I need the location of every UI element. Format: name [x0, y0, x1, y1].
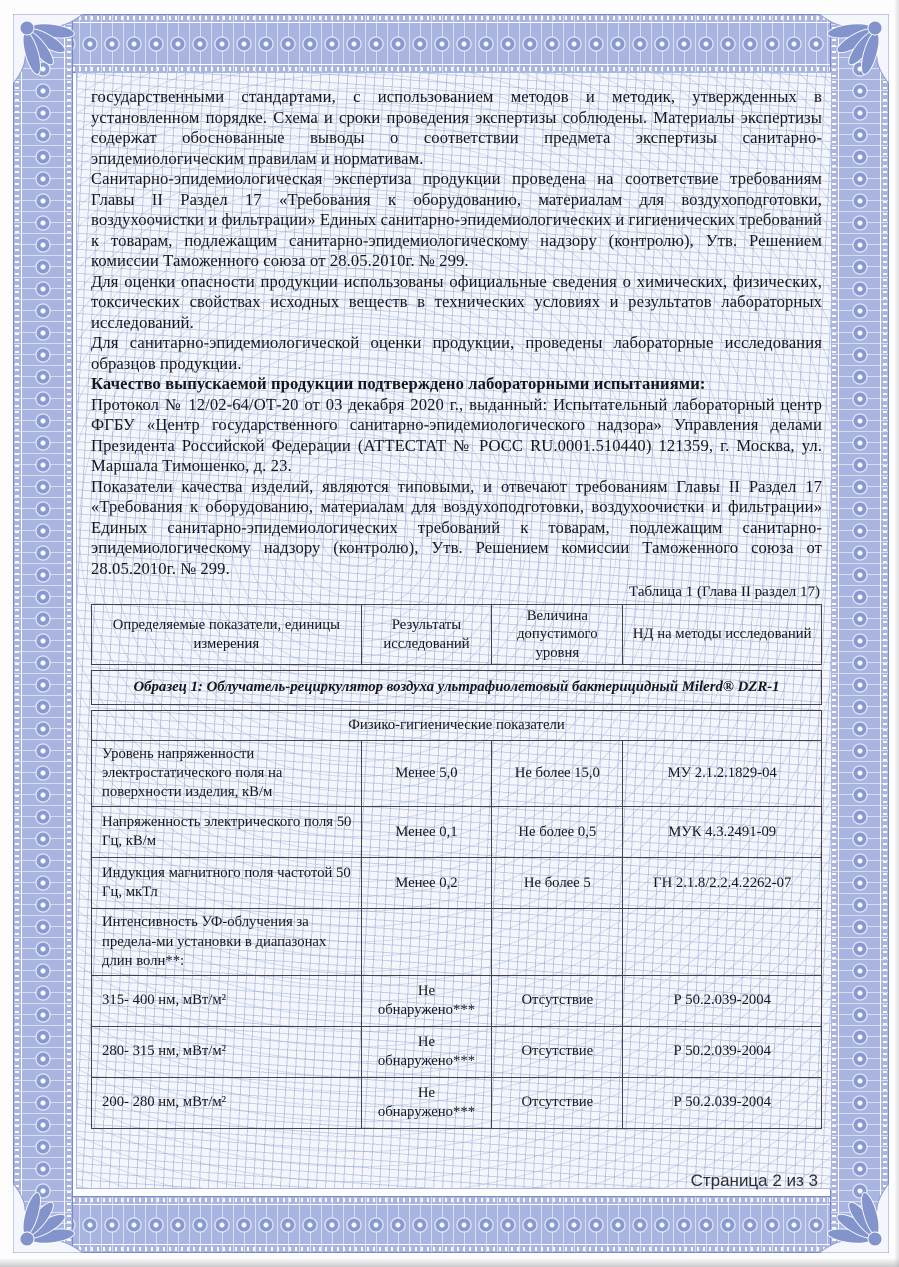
cell-indicator: Уровень напряженности электростатического поля на поверхности изделия, кВ/м	[92, 740, 362, 806]
cell-result: Не обнаружено***	[362, 1077, 492, 1128]
guilloche-border-top	[13, 14, 889, 73]
cell-method: Р 50.2.039-2004	[623, 1077, 821, 1128]
paragraph-quality-indicators: Показатели качества изделий, являются типовыми, и отвечают требованиям Главы II Раздел 17 «Требования к оборудованию, материалам для воздухоподготовки, воздухоочистки и фильтрации» Единых санитарно-эпидемиологических требований к товарам, подлежащим санитарно-эпидемиологическому надзору (контролю), Утв. Решением комиссии Таможенного союза от 28.05.2010г. № 299.	[91, 476, 822, 578]
guilloche-border-left	[13, 14, 73, 1253]
scan-shadow-right	[894, 0, 899, 1267]
column-header-allowed-level: Величина допустимого уровня	[492, 605, 623, 664]
cell-limit	[492, 908, 623, 974]
guilloche-border-bottom	[13, 1196, 889, 1253]
cell-indicator: 200- 280 нм, мВт/м²	[92, 1077, 362, 1128]
guilloche-border-right	[830, 14, 889, 1253]
cell-method: МУ 2.1.2.1829-04	[623, 740, 821, 806]
cell-method: Р 50.2.039-2004	[623, 975, 821, 1026]
corner-fan-ornament-icon	[13, 14, 85, 86]
cell-indicator: Интенсивность УФ-облучения за предела-ми установки в диапазонах длин волн**:	[92, 908, 362, 974]
paragraph-protocol: Протокол № 12/02-64/ОТ-20 от 03 декабря 2020 г., выданный: Испытательный лабораторный центр ФГБУ «Центр государственного санитарно-эпидемиологического надзора» Управления делами Президента Российской Федерации (АТТЕСТАТ № РОСС RU.0001.510440) 121359, г. Москва, ул. Маршала Тимошенко, д. 23.	[91, 394, 822, 475]
table-sample-title: Образец 1: Облучатель-рециркулятор воздуха ультрафиолетовый бактерицидный Milerd® DZR-1	[91, 670, 822, 705]
column-header-methods: НД на методы исследований	[632, 626, 812, 643]
cell-limit: Не более 15,0	[492, 740, 623, 806]
scan-shadow-bottom	[0, 1258, 899, 1267]
cell-result: Не обнаружено***	[362, 975, 492, 1026]
cell-limit: Не более 0,5	[492, 806, 623, 857]
corner-fan-ornament-icon	[13, 1181, 85, 1253]
table-body	[91, 710, 822, 1129]
table-section-title: Физико-гигиенические показатели	[348, 717, 565, 734]
column-header-indicators: Определяемые показатели, единицы измерения	[92, 605, 362, 664]
corner-fan-ornament-icon	[817, 1181, 889, 1253]
cell-indicator: 280- 315 нм, мВт/м²	[92, 1026, 362, 1077]
cell-limit: Отсутствие	[492, 975, 623, 1026]
cell-result: Не обнаружено***	[362, 1026, 492, 1077]
cell-result: Менее 5,0	[362, 740, 492, 806]
page-number-label: Страница 2 из 3	[690, 1170, 818, 1190]
cell-indicator: Напряженность электрического поля 50 Гц, кВ/м	[92, 806, 362, 857]
paragraph-lab-research: Для санитарно-эпидемиологической оценки продукции, проведены лабораторные исследования образцов продукции.	[91, 333, 822, 373]
cell-indicator: Индукция магнитного поля частотой 50 Гц, мкТл	[92, 857, 362, 908]
cell-method: Р 50.2.039-2004	[623, 1026, 821, 1077]
cell-limit: Не более 5	[492, 857, 623, 908]
cell-result	[362, 908, 492, 974]
table-header-row	[91, 604, 822, 665]
document-body	[76, 72, 832, 1189]
paragraph-expertise-requirements: Санитарно-эпидемиологическая экспертиза продукции проведена на соответствие требованиям Главы II Раздел 17 «Требования к оборудованию, материалам для воздухоподготовки, воздухоочистки и фильтрации» Единых санитарно-эпидемиологических и гигиенических требований к товарам, подлежащим санитарно-эпидемиологическому надзору (контролю), Утв. Решением комиссии Таможенного союза от 28.05.2010г. № 299.	[91, 169, 822, 270]
column-header-results: Результаты исследований	[362, 605, 492, 664]
cell-method	[623, 908, 821, 974]
cell-result: Менее 0,2	[362, 857, 492, 908]
cell-method: ГН 2.1.8/2.2.4.2262-07	[623, 857, 821, 908]
paragraph-hazard-assessment: Для оценки опасности продукции использованы официальные сведения о химических, физических, токсических свойствах исходных веществ в технических условиях и результатов лабораторных исследований.	[91, 271, 822, 332]
cell-method: МУК 4.3.2491-09	[623, 806, 821, 857]
cell-indicator: 315- 400 нм, мВт/м²	[92, 975, 362, 1026]
table-caption: Таблица 1 (Глава II раздел 17)	[629, 584, 820, 600]
cell-result: Менее 0,1	[362, 806, 492, 857]
cell-limit: Отсутствие	[492, 1077, 623, 1128]
paragraph-quality-heading: Качество выпускаемой продукции подтверждено лабораторными испытаниями:	[91, 374, 706, 393]
paragraph-standards: государственными стандартами, с использованием методов и методик, утвержденных в установленном порядке. Схема и сроки проведения экспертизы соблюдены. Материалы экспертизы содержат обоснованные выводы о соответствии предмета экспертизы санитарно-эпидемиологическим правилам и нормативам.	[91, 87, 822, 168]
cell-limit: Отсутствие	[492, 1026, 623, 1077]
